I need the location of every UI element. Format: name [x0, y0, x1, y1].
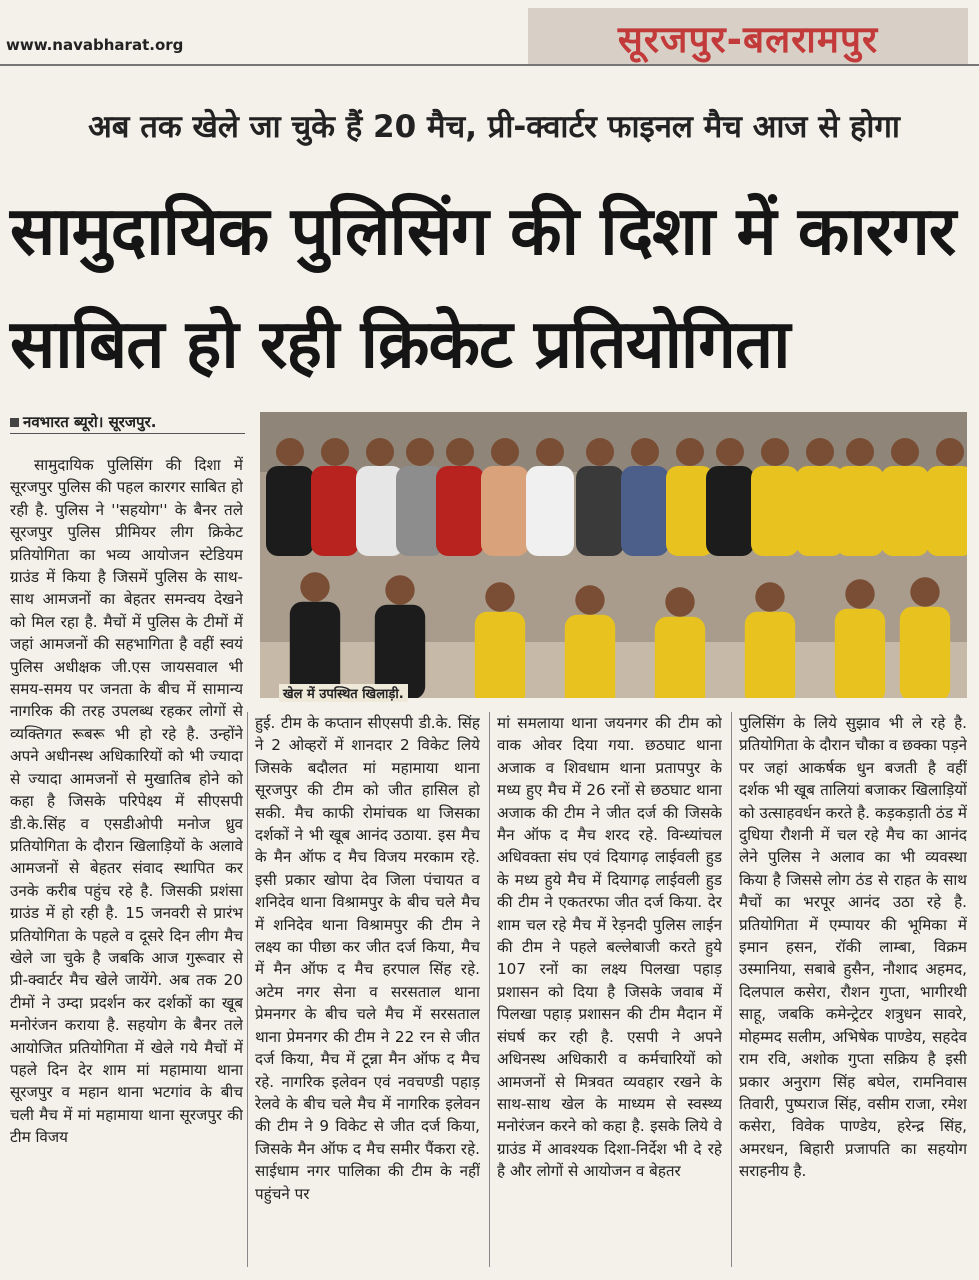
player-silhouette: [321, 438, 349, 466]
kicker-headline: अब तक खेले जा चुके हैं 20 मैच, प्री-क्वार्टर फाइनल मैच आज से होगा: [88, 109, 900, 145]
player-silhouette: [491, 438, 519, 466]
player-silhouette: [406, 438, 434, 466]
player-silhouette: [845, 579, 874, 608]
player-silhouette: [846, 438, 874, 466]
team-photo-illustration: [260, 412, 967, 698]
player-silhouette: [891, 438, 919, 466]
bullet-square-icon: [10, 418, 19, 427]
headline-line-2: साबित हो रही क्रिकेट प्रतियोगिता: [10, 305, 790, 383]
player-silhouette: [575, 585, 604, 614]
player-jersey: [290, 602, 340, 697]
player-silhouette: [755, 582, 784, 611]
player-jersey: [576, 466, 624, 556]
article-column-1: [10, 454, 243, 1269]
player-silhouette: [676, 438, 704, 466]
player-silhouette: [485, 582, 514, 611]
player-silhouette: [446, 438, 474, 466]
player-jersey: [475, 612, 525, 698]
column-4-text: पुलिसिंग के लिये सुझाव भी ले रहे है. प्रतियोगिता के दौरान चौका व छक्का पड़ने पर जहां आकर्षक धुन बजती है वहीं दर्शक भी खूब तालियां बजाकर खिलाड़ियों को उत्साहवर्धन करते है. कड़कड़ाती ठंड में दुधिया रौशनी में चल रहे मैच का आनंद लेने पुलिस ने अलाव का भी व्यवस्था किया है जिससे लोग ठंड से राहत के साथ मैचों का भरपूर आनंद उठा रहे है. प्रतियोगिता में एम्पायर की भूमिका में इमान हसन, रॉकी लाम्बा, विक्रम उस्मानिया, सबाबे हुसैन, नौशाद अहमद, दिलपाल कसेरा, रौशन गुप्ता, भागीरथी साहू, जबकि कमेन्ट्रेटर शत्रुधन सावरे, मोहम्मद सलीम, अभिषेक पाण्डेय, सहदेव राम रवि, अशोक गुप्ता सक्रिय है इसी प्रकार अनुराग सिंह बघेल, रामनिवास तिवारी, पुष्पराज सिंह, वसीम राजा, रमेश कसेरा, विवेक पाण्डेय, हरेन्द्र सिंह, अमरधन, बिहारी प्रजापति का सहयोग सराहनीय है.: [739, 714, 967, 1181]
section-title: सूरजपुर-बलरामपुर: [617, 17, 879, 61]
player-jersey: [481, 466, 529, 556]
byline: [10, 412, 156, 432]
photo-caption: खेल में उपस्थित खिलाड़ी.: [279, 684, 408, 702]
player-jersey: [745, 612, 795, 698]
byline-text: नवभारत ब्यूरो। सूरजपुर.: [23, 413, 157, 431]
article-column-3: [497, 712, 722, 1272]
section-banner: [528, 8, 968, 66]
article-column-4: [739, 712, 967, 1272]
player-silhouette: [910, 577, 939, 606]
header-rule: [0, 64, 979, 66]
player-silhouette: [631, 438, 659, 466]
player-jersey: [900, 607, 950, 698]
player-jersey: [751, 466, 799, 556]
player-jersey: [835, 609, 885, 698]
player-silhouette: [716, 438, 744, 466]
player-silhouette: [806, 438, 834, 466]
player-jersey: [436, 466, 484, 556]
article-column-2: [255, 712, 480, 1272]
team-photo: [260, 412, 967, 698]
column-3-text: मां समलाया थाना जयनगर की टीम को वाक ओवर दिया गया. छठघाट थाना अजाक व शिवधाम थाना प्रतापपुर के मध्य हुए मैच में 26 रनों से छठघाट थाना अजाक की टीम ने जीत दर्ज की जिसके मैन ऑफ द मैच शरद रहे. विन्ध्यांचल अधिवक्ता संघ एवं दियागढ़ लाईवली हुड के मध्य हुये मैच में दियागढ़ लाईवली हुड की टीम ने एकतरफा जीत दर्ज किया. देर शाम चल रहे मैच में रेड़नदी पुलिस लाईन की टीम ने पहले बल्लेबाजी करते हुये 107 रनों का लक्ष्य पिलखा पहाड़ प्रशासन को दिया है जिसके जवाब में पिलखा पहाड़ प्रशासन की टीम मैदान में संघर्ष कर रही है. एसपी ने अपने अधिनस्थ अधिकारी व कर्मचारियों को आमजनों से मित्रवत व्यवहार रखने के साथ-साथ खेल के माध्यम से स्वस्थ्य मनोरंजन करने को कहा है. इसके लिये वे ग्राउंड में आवश्यक दिशा-निर्देश भी दे रहे है और लोगों से आयोजन व बेहतर: [497, 714, 722, 1181]
column-1-text: सामुदायिक पुलिसिंग की दिशा में सूरजपुर पुलिस की पहल कारगर साबित हो रही है. पुलिस ने ''सहयोग'' के बैनर तले सूरजपुर पुलिस प्रीमियर लीग क्रिकेट प्रतियोगिता का भव्य आयोजन स्टेडियम ग्राउंड में किया है जिसमें पुलिस के साथ-साथ आमजनों का बेहतर समन्वय देखने को मिल रहा है. मैचों में पुलिस के टीमों में जहां आमजनों की सहभागिता है वहीं स्वयं पुलिस अधीक्षक जी.एस जायसवाल भी समय-समय पर जनता के बीच में सामान्य नागरिक की तरह उपलब्ध रहकर लोगों से व्यक्तिगत रूबरू भी हो रहे है. उन्होंने अपने अधीनस्थ अधिकारियों को भी ज्यादा से ज्यादा आमजनों से मुखातिब होने को कहा है जिसके परिपेक्ष्य में सीएसपी डी.के.सिंह व एसडीओपी मनोज ध्रुव प्रतियोगिता के दौरान खिलाड़ियों के अलावे आमजनों से बेहतर संवाद स्थापित कर उनके करीब पहुंच रहे है. जिसकी प्रशंसा ग्राउंड में हो रही है. 15 जनवरी से प्रारंभ प्रतियोगिता के पहले व दूसरे दिन लीग मैच खेले जा चुके है जबकि आज गुरूवार से प्री-क्वार्टर मैच खेले जायेंगे. अब तक 20 टीमों ने उम्दा प्रदर्शन कर दर्शकों का खूब मनोरंजन कराया है. सहयोग के बैनर तले आयोजित प्रतियोगिता में खेले गये मैचों में पहले दिन देर शाम मां महामाया थाना सूरजपुर व महान थाना भटगांव के बीच चली मैच में मां महामाया थाना सूरजपुर की टीम विजय: [10, 456, 243, 1147]
player-jersey: [881, 466, 929, 556]
player-jersey: [565, 615, 615, 698]
player-jersey: [655, 617, 705, 698]
player-silhouette: [536, 438, 564, 466]
headline-line-1: सामुदायिक पुलिसिंग की दिशा में कारगर: [10, 192, 956, 270]
player-jersey: [526, 466, 574, 556]
player-silhouette: [276, 438, 304, 466]
byline-rule: [10, 433, 245, 434]
column-divider: [247, 712, 248, 1267]
player-jersey: [266, 466, 314, 556]
player-silhouette: [385, 575, 414, 604]
player-silhouette: [300, 572, 329, 601]
player-silhouette: [586, 438, 614, 466]
player-silhouette: [936, 438, 964, 466]
player-silhouette: [665, 587, 694, 616]
player-silhouette: [366, 438, 394, 466]
player-jersey: [836, 466, 884, 556]
column-divider: [489, 712, 490, 1267]
column-divider: [731, 712, 732, 1267]
player-jersey: [926, 466, 967, 556]
player-jersey: [311, 466, 359, 556]
column-2-text: हुई. टीम के कप्तान सीएसपी डी.के. सिंह ने 2 ओव्हरों में शानदार 2 विकेट लिये जिसके बदौलत मां महामाया थाना सूरजपुर की टीम को जीत हासिल हो सकी. मैच काफी रोमांचक था जिसका दर्शकों ने भी खूब आनंद उठाया. इस मैच के मैन ऑफ द मैच विजय मरकाम रहे. इसी प्रकार खोपा देव जिला पंचायत व शनिदेव थाना विश्रामपुर के बीच चले मैच में शनिदेव थाना विश्रामपुर की टीम ने लक्ष्य का पीछा कर जीत दर्ज किया, मैच में मैन ऑफ द मैच हरपाल सिंह रहे. अटेम नगर सेना व सरसताल थाना प्रेमनगर के बीच चले मैच में सरसताल थाना प्रेमनगर की टीम ने 22 रन से जीत दर्ज किया, मैच में टून्ना मैन ऑफ द मैच रहे. नागरिक इलेवन एवं नवचण्डी पहाड़ रेलवे के बीच चले मैच में नागरिक इलेवन की टीम ने 9 विकेट से जीत दर्ज किया, जिसके मैन ऑफ द मैच समीर पैंकरा रहे. साईधाम नगर पालिका की टीम के नहीं पहुंचने पर: [255, 714, 480, 1203]
player-jersey: [706, 466, 754, 556]
player-silhouette: [761, 438, 789, 466]
player-jersey: [621, 466, 669, 556]
site-url: www.navabharat.org: [6, 36, 184, 54]
